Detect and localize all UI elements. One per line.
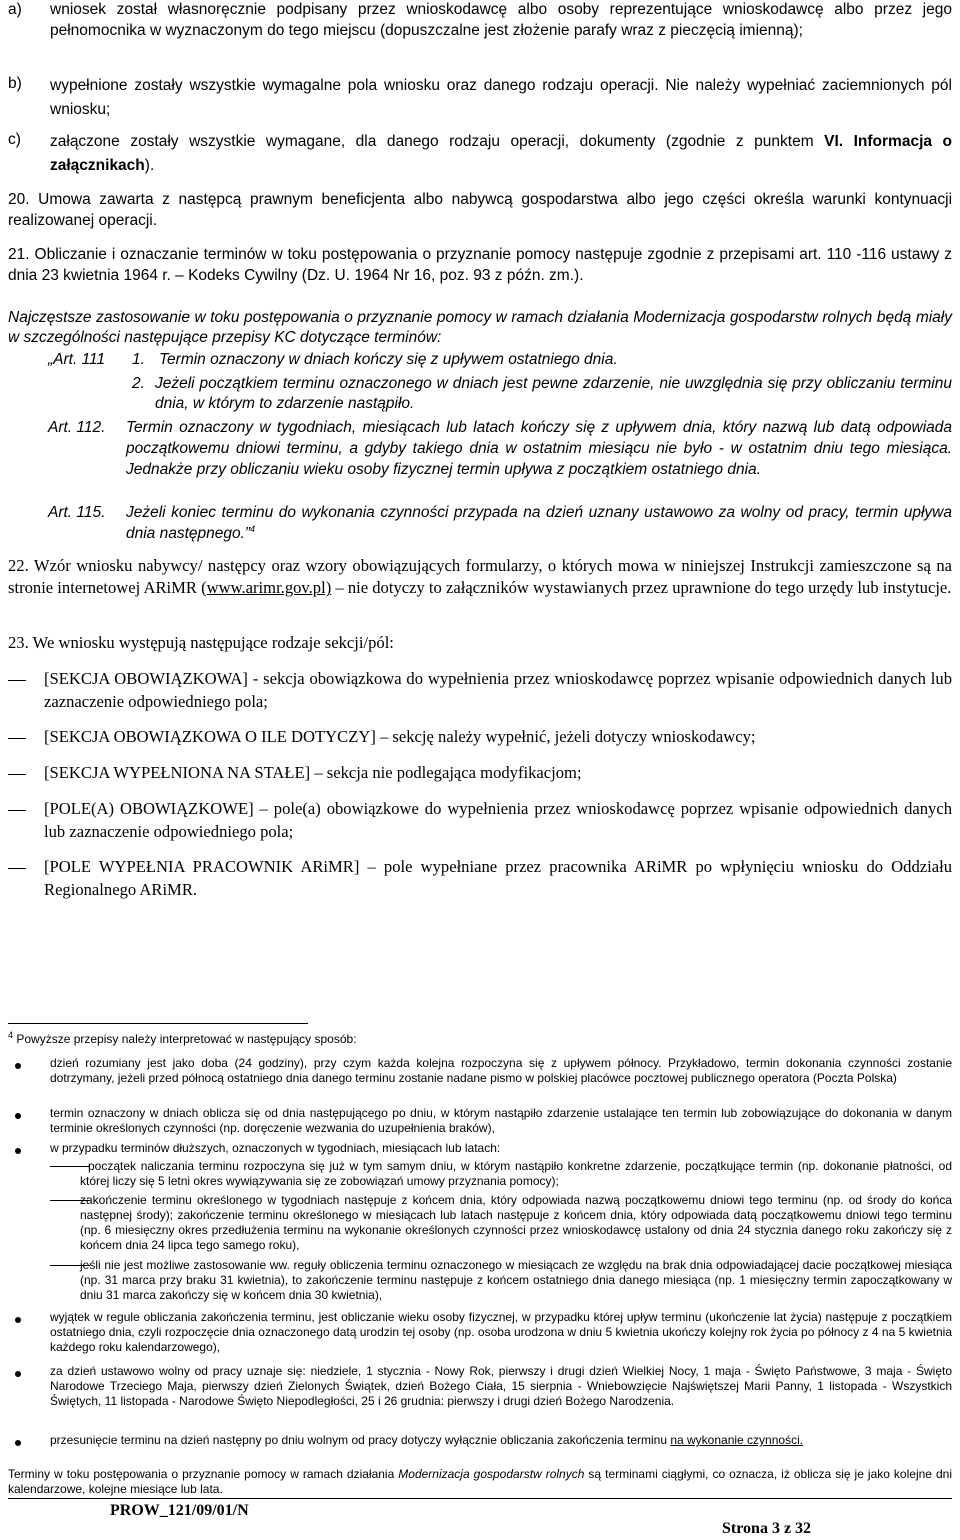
item-a-text: wniosek został własnoręcznie podpisany przez wnioskodawcę albo osoby reprezentujące wnioskodawcę albo przez jego pełnomocnika w wyznaczonym do tego miejscu (dopuszczalne jest złożenie parafy wraz z pieczęcią imienną); xyxy=(50,1,952,39)
section-item: [SEKCJA OBOWIĄZKOWA O ILE DOTYCZY] – sekcję należy wypełnić, jeżeli dotyczy wnioskodawcy; xyxy=(44,727,756,746)
item-c-label: c) xyxy=(8,131,21,148)
item-c-bold-ref: VI. Informacja o załącznikach xyxy=(50,133,952,174)
footnote-bullet-5: za dzień ustawowo wolny od pracy uznaje się: niedziele, 1 stycznia - Nowy Rok, pierwszy i drugi dzień Wielkiej Nocy, 1 maja - Święto Państwowe, 3 maja - Święto Narodowe Trzeciego Maja, pierwszy dzień Zielonych Świątek, dzień Bożego Ciała, 15 sierpnia - Wniebowzięcie Najświętszej Marii Panny, 1 listopada - Wszystkich Świętych, 11 listopada - Narodowe Święto Niepodległości, 25 i 26 grudnia: pierwszy i drugi dzień Bożego Narodzenia. xyxy=(50,1364,952,1409)
dash-bullet xyxy=(8,774,26,775)
arimr-link[interactable]: www.arimr.gov.pl) xyxy=(206,578,332,598)
footnote-ref-4: 4 xyxy=(250,523,256,534)
section-item: [SEKCJA OBOWIĄZKOWA] - sekcja obowiązkowa do wypełnienia przez wnioskodawcę poprzez wpisanie odpowiednich danych lub zaznaczenie odpowiedniego pola; xyxy=(44,669,952,711)
footnote-intro: $^4$ Powyższe przepisy należy interpretować w następujący sposób: xyxy=(8,1030,357,1046)
art111-1-text: Termin oznaczony w dniach kończy się z upływem ostatniego dnia. xyxy=(159,351,618,368)
bullet-dot xyxy=(15,1113,21,1119)
dash-bullet xyxy=(8,810,26,811)
dash-bullet xyxy=(8,680,26,681)
item-b-text: wypełnione zostały wszystkie wymagalne pola wniosku oraz danego rodzaju operacji. Nie należy wypełniać zaciemnionych pól wniosku; xyxy=(50,77,952,118)
bullet-dot xyxy=(15,1148,21,1154)
kc-intro-italic: Najczęstsze zastosowanie w toku postępowania o przyznanie pomocy w ramach działania Modernizacja gospodarstw rolnych będą miały w szczególności następujące przepisy KC dotyczące terminów: xyxy=(8,309,952,346)
footnote-sub-3: jeśli nie jest możliwe zastosowanie ww. reguły obliczenia terminu oznaczonego w miesiącach ze względu na brak dnia odpowiadającej dacie początkowej miesiąca (np. 31 marca przy braku 31 kwietnia), to zakończenie terminu następuje z końcem ostatniego dnia danego miesiąca (np. 1 miesięczny termin zapoczątkowany w dniu 31 marca zakończy się w końcem dnia 30 kwietnia), xyxy=(80,1258,952,1303)
bullet-dot xyxy=(15,1063,21,1069)
paragraph-23: 23. We wniosku występują następujące rodzaje sekcji/pól: xyxy=(8,633,394,652)
footnote-bullet-4: wyjątek w regule obliczania zakończenia terminu, jest obliczanie wieku osoby fizycznej, w przypadku której upływ terminu (ukończenie lat życia) następuje z początkiem ostatniego dnia, czyli rozpoczęcie dnia oznaczonego datą urodzin tej osoby (np. osoba urodzona w dniu 5 kwietnia ukończy kolejny rok życia po północy z 4 na 5 kwietnia każdego roku kalendarzowego), xyxy=(50,1310,952,1355)
item-b-label: b) xyxy=(8,75,22,92)
dash-bullet xyxy=(8,738,26,739)
footnote-bullet-2: termin oznaczony w dniach oblicza się od dnia następującego po dniu, w którym nastąpiło zdarzenie ustalające ten termin lub zobowiązujące do dokonania w danym terminie określonych czynności (np. doręczenie wezwania do uzupełnienia braków), xyxy=(50,1106,952,1136)
footnote-closing: Terminy w toku postępowania o przyznanie pomocy w ramach działania Modernizacja gospodarstw rolnych są terminami ciągłymi, co oznacza, iż oblicza się je jako kolejne dni kalendarzowe, kolejne miesiące lub lata. xyxy=(8,1467,952,1497)
footnote-bullet-3: w przypadku terminów dłuższych, oznaczonych w tygodniach, miesiącach lub latach: xyxy=(50,1141,501,1155)
page-number: Strona 3 z 32 xyxy=(722,1520,812,1537)
footnote-sub-1: początek naliczania terminu rozpoczyna się już w tym samym dniu, w którym nastąpiło konkretne zdarzenie, początkujące termin (np. dokonanie płatności, od której liczy się 5 letni okres wywiązywania się ze zobowiązań umowy przyznania pomocy); xyxy=(80,1159,952,1189)
art115-text: Jeżeli koniec terminu do wykonania czynności przypada na dzień uznany ustawowo za wolny od pracy, termin upływa dnia następnego.”$^4$ xyxy=(126,504,952,542)
bullet-dot xyxy=(15,1440,21,1446)
footnote-bullet-6: przesunięcie terminu na dzień następny po dniu wolnym od pracy dotyczy wyłącznie obliczania zakończenia terminu na wykonanie czynności. xyxy=(50,1433,804,1447)
art111-2-num: 2. xyxy=(132,375,145,392)
bullet-dot xyxy=(15,1317,21,1323)
item-c-text: załączone zostały wszystkie wymagane, dla danego rodzaju operacji, dokumenty (zgodnie z punktem VI. Informacja o załącznikach). xyxy=(50,133,952,174)
section-item: [POLE WYPEŁNIA PRACOWNIK ARiMR] – pole wypełniane przez pracownika ARiMR po wpłynięciu wniosku do Oddziału Regionalnego ARiMR. xyxy=(44,857,952,899)
footer-rule xyxy=(8,1498,952,1499)
art111-2-text: Jeżeli początkiem terminu oznaczonego w dniach jest pewne zdarzenie, nie uwzględnia się przy obliczaniu terminu dnia, w którym to zdarzenie nastąpiło. xyxy=(155,375,952,412)
document-code: PROW_121/09/01/N xyxy=(110,1502,249,1519)
paragraph-22: 22. Wzór wniosku nabywcy/ następcy oraz wzory obowiązujących formularzy, o których mowa w niniejszej Instrukcji zamieszczone są na stronie internetowej ARiMR (www.arimr.gov.pl) – nie dotyczy to załączników wystawianych przez uprawnione do tego urzędy lub instytucje. xyxy=(8,556,952,598)
art111-1-num: 1. xyxy=(132,351,145,368)
footnote-bullet-1: dzień rozumiany jest jako doba (24 godziny), przy czym każda kolejna rozpoczyna się z upływem północy. Przykładowo, termin dokonania czynności zostanie dotrzymany, jeżeli przed północą ostatniego dnia danego terminu zostanie nadane pismo w polskiej placówce pocztowej publicznego operatora (Poczta Polska) xyxy=(50,1056,952,1086)
dash-bullet xyxy=(8,868,26,869)
section-item: [POLE(A) OBOWIĄZKOWE] – pole(a) obowiązkowe do wypełnienia przez wnioskodawcę poprzez wpisanie odpowiednich danych lub zaznaczenie odpowiedniego pola; xyxy=(44,799,952,841)
art112-text: Termin oznaczony w tygodniach, miesiącach lub latach kończy się z upływem dnia, który nazwą lub datą odpowiada początkowemu dniowi terminu, a gdyby takiego dnia w ostatnim miesiącu nie było - w ostatnim dniu tego miesiąca. Jednakże przy obliczaniu wieku osoby fizycznej termin upływa z początkiem ostatniego dnia. xyxy=(126,419,952,479)
footnote-sub-2: zakończenie terminu określonego w tygodniach następuje z końcem dnia, który odpowiada nazwą początkowemu dniowi tego terminu (np. od środy do końca następnej środy); zakończenie terminu określonego w miesiącach lub latach następuje z końcem dnia, który odpowiada datą początkowemu dniowi tego terminu (np. 6 miesięczny okres przedłużenia terminu na wykonanie określonych czynności przez wnioskodawcę ustalony od dnia 24 stycznia danego roku zakończy się z końcem dnia 24 lipca tego samego roku), xyxy=(80,1193,952,1253)
paragraph-21: 21. Obliczanie i oznaczanie terminów w toku postępowania o przyznanie pomocy następuje zgodnie z przepisami art. 110 -116 ustawy z dnia 23 kwietnia 1964 r. – Kodeks Cywilny (Dz. U. 1964 Nr 16, poz. 93 z późn. zm.). xyxy=(8,246,953,285)
section-item: [SEKCJA WYPEŁNIONA NA STAŁE] – sekcja nie podlegająca modyfikacjom; xyxy=(44,763,582,782)
footnote-separator xyxy=(8,1023,308,1024)
bullet-dot xyxy=(15,1371,21,1377)
art112-label: Art. 112. xyxy=(48,419,106,436)
item-a-label: a) xyxy=(8,1,22,18)
art115-label: Art. 115. xyxy=(48,504,106,521)
art111-label: „Art. 111 xyxy=(48,351,106,368)
paragraph-20: 20. Umowa zawarta z następcą prawnym beneficjenta albo nabywcą gospodarstwa albo jego części określa warunki kontynuacji realizowanej operacji. xyxy=(8,191,953,229)
